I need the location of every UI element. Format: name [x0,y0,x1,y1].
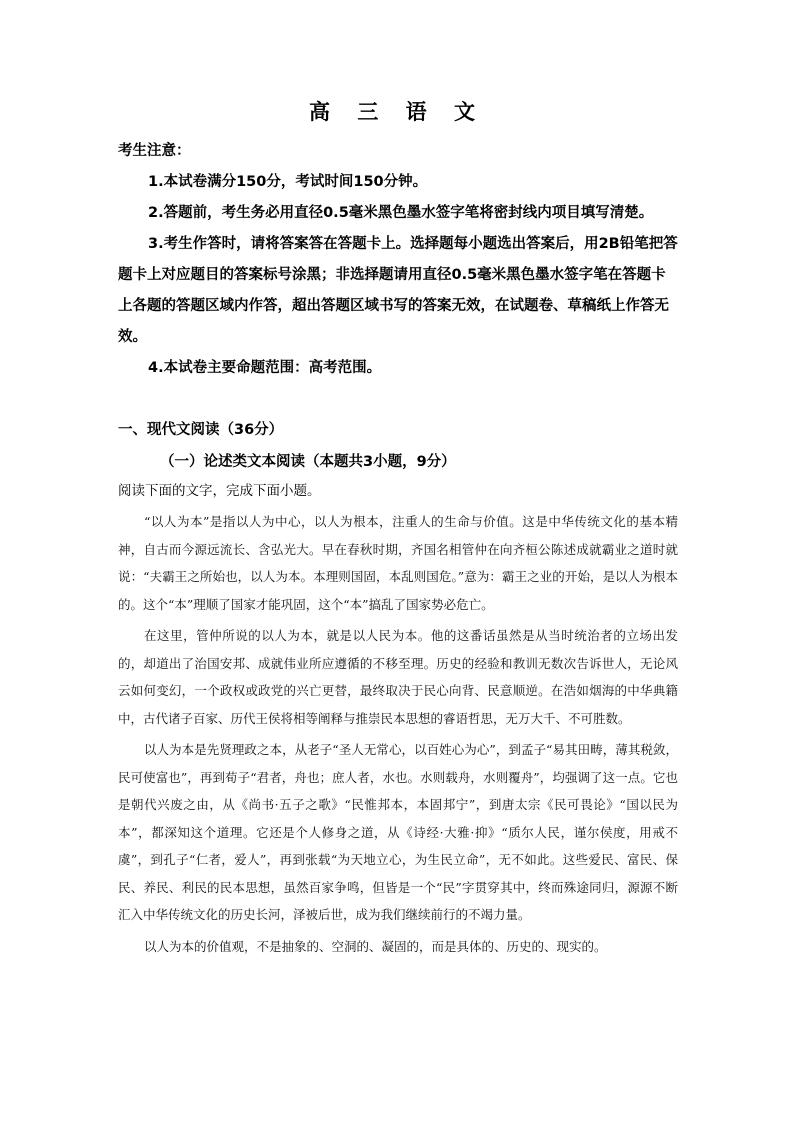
exam-notice [118,136,678,384]
page-title: 高 三 语 文 [309,99,485,124]
passage-paragraph: 在这里，管仲所说的以人为本，就是以人民为本。他的这番话虽然是从当时统治者的立场出发的，却道出了治国安邦、成就伟业所应遵循的不移至理。历史的经验和教训无数次告诉世人，无论风云如何变幻，一个政权或政党的兴亡更替，最终取决于民心向背、民意顺逆。在浩如烟海的中华典籍中，古代诸子百家、历代王侯将相等阐释与推崇民本思想的睿语哲思，无万大千、不可胜数。 [118,628,678,726]
section-heading: 一、现代文阅读（36分） [118,422,284,438]
reading-instruction: 阅读下面的文字，完成下面小题。 [118,483,321,499]
notice-item: 2.答题前，考生务必用直径0.5毫米黑色墨水签字笔将密封线内项目填写清楚。 [148,205,654,221]
reading-passage [118,508,678,964]
passage-paragraph: “以人为本”是指以人为中心，以人为根本，注重人的生命与价值。这是中华传统文化的基本精神，自古而今源远流长、含弘光大。早在春秋时期，齐国名相管仲在向齐桓公陈述成就霸业之道时就说：“夫霸王之所始也，以人为本。本理则国固，本乱则国危。”意为：霸王之业的开始，是以人为根本的。这个“本”理顺了国家才能巩固，这个“本”搞乱了国家势必危亡。 [118,514,678,612]
passage-paragraph: 以人为本的价值观，不是抽象的、空洞的、凝固的，而是具体的、历史的、现实的。 [144,938,607,954]
notice-item: 3.考生作答时，请将答案答在答题卡上。选择题每小题选出答案后，用2B铅笔把答题卡上对应题目的答案标号涂黑；非选择题请用直径0.5毫米黑色墨水签字笔在答题卡上各题的答题区域内作答，超出答题区域书写的答案无效，在试题卷、草稿纸上作答无效。 [118,236,678,345]
subsection-heading: （一）论述类文本阅读（本题共3小题，9分） [160,454,456,470]
notice-heading: 考生注意： [118,143,191,159]
notice-item: 4.本试卷主要命题范围：高考范围。 [148,360,382,376]
notice-item: 1.本试卷满分150分，考试时间150分钟。 [148,174,428,190]
passage-paragraph: 以人为本是先贤理政之本，从老子“圣人无常心，以百姓心为心”，到孟子“易其田畴，薄其税敛，民可使富也”，再到荀子“君者，舟也；庶人者，水也。水则载舟，水则覆舟”，均强调了这一点。它也是朝代兴废之由，从《尚书·五子之歌》“民惟邦本，本固邦宁”，到唐太宗《民可畏论》“国以民为本”，都深知这个道理。它还是个人修身之道，从《诗经·大雅·抑》“质尔人民，谨尔侯度，用戒不虞”，到孔子“仁者，爱人”，再到张载“为天地立心，为生民立命”，无不如此。这些爱民、富民、保民、养民、利民的民本思想，虽然百家争鸣，但皆是一个“民”字贯穿其中，终而殊途同归，源源不断汇入中华传统文化的历史长河，泽被后世，成为我们继续前行的不竭力量。 [118,742,678,922]
